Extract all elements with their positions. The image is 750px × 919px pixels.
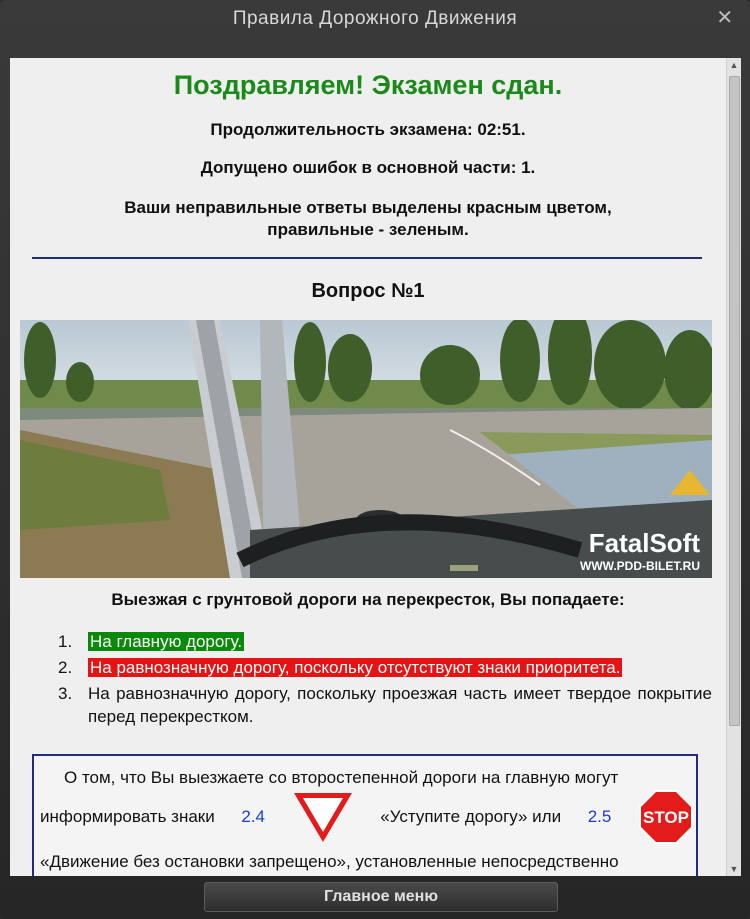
- explanation-box: [32, 754, 698, 876]
- legend-line-1: Ваши неправильные ответы выделены красным цветом,: [124, 198, 612, 217]
- vertical-scrollbar[interactable]: [726, 58, 741, 876]
- question-text: Выезжая с грунтовой дороги на перекресток, Вы попадаете:: [111, 590, 625, 609]
- congrats-heading: Поздравляем! Экзамен сдан.: [173, 70, 563, 100]
- explanation-line-2: [40, 790, 694, 844]
- title-bar: [0, 0, 750, 38]
- main-menu-button[interactable]: Главное меню: [204, 882, 558, 912]
- watermark-brand: FatalSoft: [588, 528, 700, 558]
- answer-text: На равнозначную дорогу, поскольку проезжая часть имеет твердое покрытие перед перекрестком.: [88, 684, 712, 726]
- answer-text-wrong: На равнозначную дорогу, поскольку отсутствуют знаки приоритета.: [90, 658, 621, 677]
- sign-link-2-5[interactable]: 2.5: [587, 807, 612, 826]
- answer-item-3[interactable]: [58, 682, 712, 728]
- scroll-up-icon[interactable]: ▲: [729, 60, 739, 70]
- answer-list: [58, 630, 712, 731]
- yield-sign-icon: [292, 790, 354, 844]
- legend-line-2: правильные - зеленым.: [267, 220, 469, 239]
- explanation-line-1: О том, что Вы выезжаете со второстепенной дороги на главную могут: [64, 768, 619, 787]
- explanation-line-3: «Движение без остановки запрещено», установленные непосредственно: [40, 852, 619, 871]
- stop-sign-icon: [638, 789, 694, 845]
- answer-item-2[interactable]: [58, 656, 712, 679]
- close-icon[interactable]: ✕: [716, 7, 734, 29]
- answer-number: 1.: [58, 632, 73, 651]
- answer-item-1[interactable]: [58, 630, 712, 653]
- error-count: Допущено ошибок в основной части: 1.: [200, 158, 536, 177]
- explanation-text: «Уступите дорогу» или: [380, 807, 562, 826]
- explanation-text: информировать знаки: [40, 807, 215, 826]
- scroll-thumb[interactable]: [729, 76, 740, 726]
- scroll-down-icon[interactable]: ▼: [729, 864, 739, 874]
- question-photo: [20, 320, 712, 578]
- sign-link-2-4[interactable]: 2.4: [241, 807, 265, 826]
- watermark-site: WWW.PDD-BILET.RU: [580, 559, 700, 573]
- answer-number: 2.: [58, 658, 73, 677]
- stop-sign-text: STOP: [642, 808, 689, 827]
- answer-number: 3.: [58, 684, 73, 703]
- question-title: Вопрос №1: [311, 280, 425, 302]
- results-panel: [10, 58, 726, 876]
- divider: [32, 257, 702, 259]
- window-title: Правила Дорожного Движения: [232, 8, 518, 29]
- exam-duration: Продолжительность экзамена: 02:51.: [210, 120, 526, 139]
- answer-text-correct: На главную дорогу.: [90, 632, 243, 651]
